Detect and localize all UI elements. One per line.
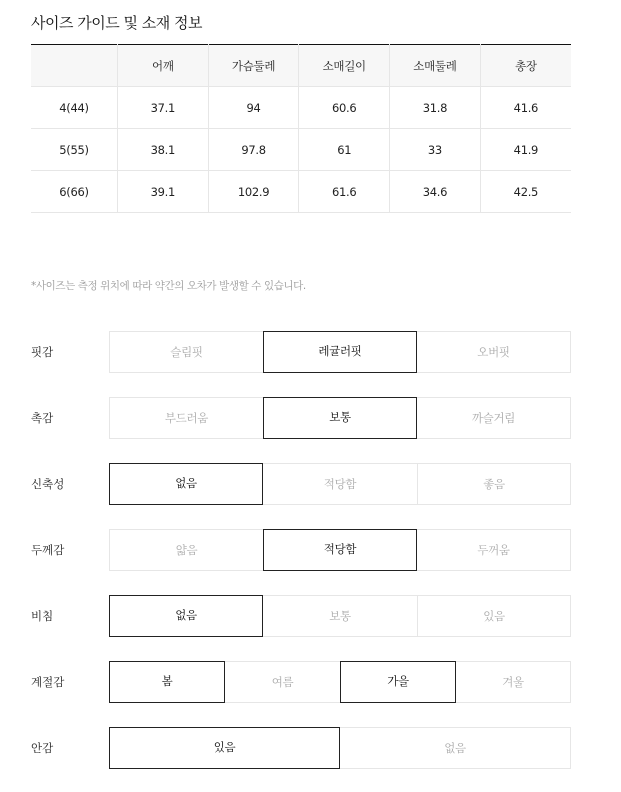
attribute-row-fit xyxy=(31,331,571,373)
table-header-row xyxy=(31,45,571,87)
option-summer[interactable]: 여름 xyxy=(225,661,340,703)
table-cell: 39.1 xyxy=(118,171,209,213)
option-moderate[interactable]: 적당함 xyxy=(263,529,417,571)
option-yes[interactable]: 있음 xyxy=(417,595,571,637)
size-table xyxy=(31,44,571,213)
attribute-row-lining xyxy=(31,727,571,769)
attribute-label: 신축성 xyxy=(31,477,65,491)
table-row xyxy=(31,87,571,129)
option-spring[interactable]: 봄 xyxy=(109,661,225,703)
table-cell: 42.5 xyxy=(480,171,571,213)
attribute-label: 두께감 xyxy=(31,543,65,557)
option-group xyxy=(109,727,571,769)
table-cell: 4(44) xyxy=(31,87,118,129)
attribute-label: 핏감 xyxy=(31,345,54,359)
table-row xyxy=(31,129,571,171)
table-cell: 31.8 xyxy=(390,87,481,129)
option-good[interactable]: 좋음 xyxy=(417,463,571,505)
table-header-cell: 총장 xyxy=(480,45,571,87)
table-header-cell xyxy=(31,45,118,87)
table-header-cell: 가슴둘레 xyxy=(208,45,299,87)
option-thick[interactable]: 두꺼움 xyxy=(417,529,571,571)
option-over-fit[interactable]: 오버핏 xyxy=(417,331,571,373)
option-moderate[interactable]: 적당함 xyxy=(263,463,417,505)
option-yes[interactable]: 있음 xyxy=(109,727,340,769)
option-normal[interactable]: 보통 xyxy=(263,595,417,637)
attribute-label: 촉감 xyxy=(31,411,54,425)
table-cell: 61.6 xyxy=(299,171,390,213)
option-normal[interactable]: 보통 xyxy=(263,397,417,439)
size-note: *사이즈는 측정 위치에 따라 약간의 오차가 발생할 수 있습니다. xyxy=(31,280,306,292)
table-cell: 6(66) xyxy=(31,171,118,213)
option-group xyxy=(109,595,571,637)
table-cell: 41.9 xyxy=(480,129,571,171)
table-cell: 38.1 xyxy=(118,129,209,171)
option-group xyxy=(109,529,571,571)
attribute-label: 계절감 xyxy=(31,675,65,689)
table-cell: 33 xyxy=(390,129,481,171)
option-group xyxy=(109,397,571,439)
attribute-row-touch xyxy=(31,397,571,439)
option-no[interactable]: 없음 xyxy=(340,727,571,769)
option-soft[interactable]: 부드러움 xyxy=(109,397,263,439)
table-cell: 34.6 xyxy=(390,171,481,213)
option-group xyxy=(109,331,571,373)
table-cell: 41.6 xyxy=(480,87,571,129)
table-cell: 97.8 xyxy=(208,129,299,171)
option-rough[interactable]: 까슬거림 xyxy=(417,397,571,439)
option-none[interactable]: 없음 xyxy=(109,595,263,637)
option-regular-fit[interactable]: 레귤러핏 xyxy=(263,331,417,373)
option-winter[interactable]: 겨울 xyxy=(456,661,571,703)
table-cell: 61 xyxy=(299,129,390,171)
option-none[interactable]: 없음 xyxy=(109,463,263,505)
option-group xyxy=(109,661,571,703)
option-thin[interactable]: 얇음 xyxy=(109,529,263,571)
attribute-label: 비침 xyxy=(31,609,54,623)
table-cell: 37.1 xyxy=(118,87,209,129)
table-cell: 102.9 xyxy=(208,171,299,213)
table-header-cell: 소매길이 xyxy=(299,45,390,87)
option-autumn[interactable]: 가을 xyxy=(340,661,456,703)
table-cell: 94 xyxy=(208,87,299,129)
table-header-cell: 어깨 xyxy=(118,45,209,87)
attribute-row-season xyxy=(31,661,571,703)
table-cell: 60.6 xyxy=(299,87,390,129)
attribute-row-stretch xyxy=(31,463,571,505)
table-header-cell: 소매둘레 xyxy=(390,45,481,87)
page-title: 사이즈 가이드 및 소재 정보 xyxy=(31,14,202,32)
option-group xyxy=(109,463,571,505)
table-cell: 5(55) xyxy=(31,129,118,171)
attribute-row-thickness xyxy=(31,529,571,571)
option-slim-fit[interactable]: 슬림핏 xyxy=(109,331,263,373)
attribute-row-sheerness xyxy=(31,595,571,637)
table-row xyxy=(31,171,571,213)
attribute-label: 안감 xyxy=(31,741,54,755)
